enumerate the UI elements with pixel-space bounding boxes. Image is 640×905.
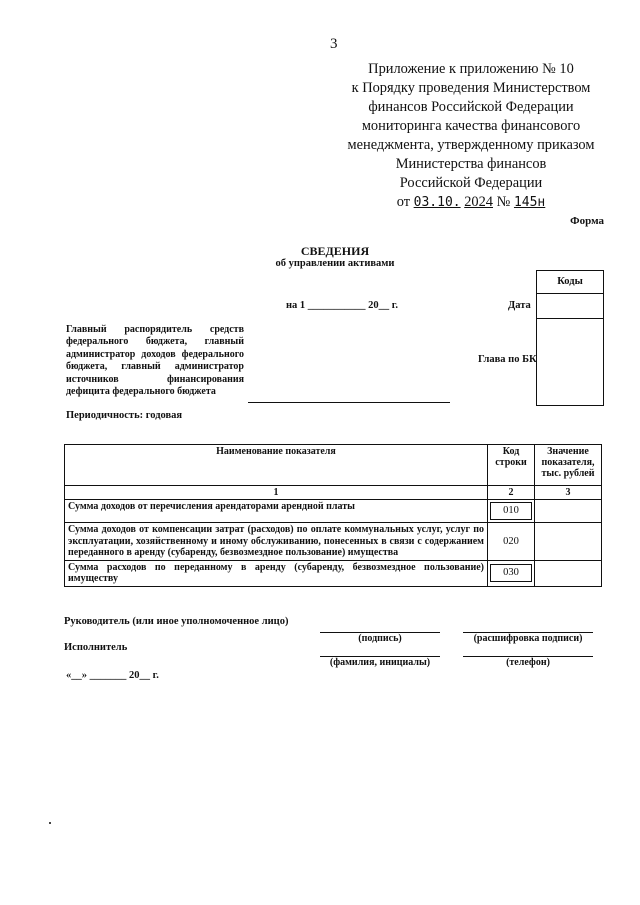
scan-speck [49,822,51,824]
order-date: 03.10. [413,195,461,210]
appendix-line: к Порядку проведения Министерством [351,80,591,96]
indicators-table [64,444,602,587]
row-value-cell[interactable] [535,500,602,523]
glava-label: Глава по БК [478,354,537,365]
appendix-line: менеджмента, утвержденному приказом [347,137,595,153]
appendix-line: Министерства финансов [395,156,547,172]
date-label: Дата [508,300,531,311]
row-name: Сумма расходов по переданному в аренду (субаренду, безвозмездное пользование) имуществу [65,560,488,586]
name-caption: (фамилия, инициалы) [329,657,431,668]
table-header-row [65,445,602,486]
glava-code-cell[interactable] [537,319,603,405]
header-value: Значение показателя, тыс. рублей [535,445,602,486]
column-number: 2 [488,486,535,500]
manager-description: Главный распорядитель средств федерального бюджета, главный администратор доходов федерального бюджета, главный администратор источников финансирования дефицита федерального бюджета [66,324,244,398]
order-number: 145н [513,195,546,210]
row-code: 010 [490,502,532,520]
appendix-header [330,60,612,212]
date-code-cell[interactable] [537,294,603,319]
page-number: 3 [330,36,338,52]
phone-caption: (телефон) [506,657,550,668]
row-value-cell[interactable] [535,560,602,586]
order-year: 2024 [464,194,493,210]
codes-box [536,270,604,406]
periodicity: Периодичность: годовая [66,410,183,421]
table-row [65,560,602,586]
executor-label: Исполнитель [64,642,128,653]
order-prefix: от [396,194,411,210]
appendix-line: Российской Федерации [399,175,543,191]
order-line [330,193,612,212]
row-name: Сумма доходов от компенсации затрат (расходов) по оплате коммунальных услуг, услуг по эксплуатации, хозяйственному и иному обслуживанию, понесенных в связи с содержанием переданного в аренду (субаренду, безвозмездное пользование) имущества [65,523,488,561]
table-row [65,523,602,561]
column-number-row [65,486,602,500]
row-code: 020 [488,523,535,561]
appendix-line: финансов Российской Федерации [368,99,574,115]
order-number-label: № [496,194,511,210]
head-signature-label: Руководитель (или иное уполномоченное лицо) [64,616,289,627]
report-date-line: на 1 ___________ 20__ г. [286,300,399,311]
column-number: 1 [65,486,488,500]
row-name: Сумма доходов от перечисления арендаторами арендной платы [65,500,488,523]
column-number: 3 [535,486,602,500]
manager-fill-line[interactable] [248,402,450,403]
form-label: Форма [570,215,604,227]
row-value-cell[interactable] [535,523,602,561]
appendix-line: мониторинга качества финансового [361,118,581,134]
row-code-cell [488,560,535,586]
header-indicator-name: Наименование показателя [65,445,488,486]
table-row [65,500,602,523]
appendix-line: Приложение к приложению № 10 [368,61,574,77]
header-row-code: Код строки [488,445,535,486]
signature-date-line: «__» _______ 20__ г. [66,670,159,681]
row-code-cell [488,500,535,523]
codes-header: Коды [537,271,603,294]
decode-caption: (расшифровка подписи) [473,633,583,644]
row-code: 030 [490,564,532,582]
document-title: СВЕДЕНИЯ [300,244,370,258]
document-subtitle: об управлении активами [275,258,395,269]
signature-caption: (подпись) [358,633,402,644]
